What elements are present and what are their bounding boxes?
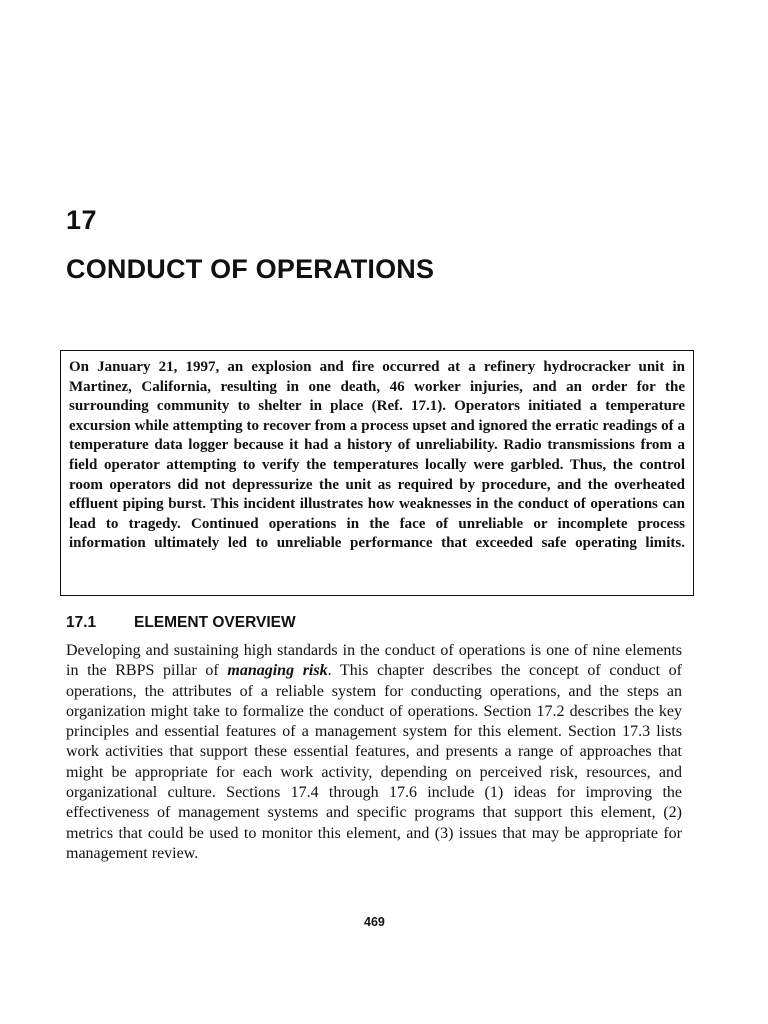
page-number: 469 (364, 915, 385, 929)
incident-callout-box (60, 350, 694, 596)
chapter-number: 17 (66, 205, 98, 235)
paragraph-text-end: . This chapter describes the concept of conduct of operations, the attributes of a reliable system for conducting operations, and the steps an organization might take to formalize the conduct of operations. Section 17.2 describes the key principles and essential features of a management system for this element. Section 17.3 lists work activities that support these essential features, and presents a range of approaches that might be appropriate for each work activity, depending on perceived risk, resources, and organizational culture. Sections 17.4 through 17.6 include (1) ideas for improving the effectiveness of management systems and specific programs that support this element, (2) metrics that could be used to monitor this element, and (3) issues that may be appropriate for management review. (66, 662, 682, 862)
section-heading (66, 614, 296, 632)
section-number: 17.1 (66, 614, 97, 631)
section-title: ELEMENT OVERVIEW (134, 614, 296, 631)
paragraph-text-start: Developing and sustaining high standards in the conduct of operations is one of nine elements in the RBPS pillar of (66, 642, 682, 680)
incident-description: On January 21, 1997, an explosion and fire occurred at a refinery hydrocracker unit in Martinez, California, resulting in one death, 46 worker injuries, and an order for the surrounding community to shelter in place (Ref. 17.1). Operators initiated a temperature excursion while attempting to recover from a process upset and ignored the erratic readings of a temperature data logger because it had a history of unreliability. Radio transmissions from a field operator attempting to verify the temperatures locally were garbled. Thus, the control room operators did not depressurize the unit as required by procedure, and the overheated effluent piping burst. This incident illustrates how weaknesses in the conduct of operations can lead to tragedy. Continued operations in the face of unreliable or incomplete process information ultimately led to unreliable performance that exceeded safe operating limits. (69, 359, 685, 552)
paragraph-emphasis: managing risk (227, 662, 328, 680)
section-paragraph (66, 641, 682, 864)
chapter-title: CONDUCT OF OPERATIONS (66, 254, 435, 284)
